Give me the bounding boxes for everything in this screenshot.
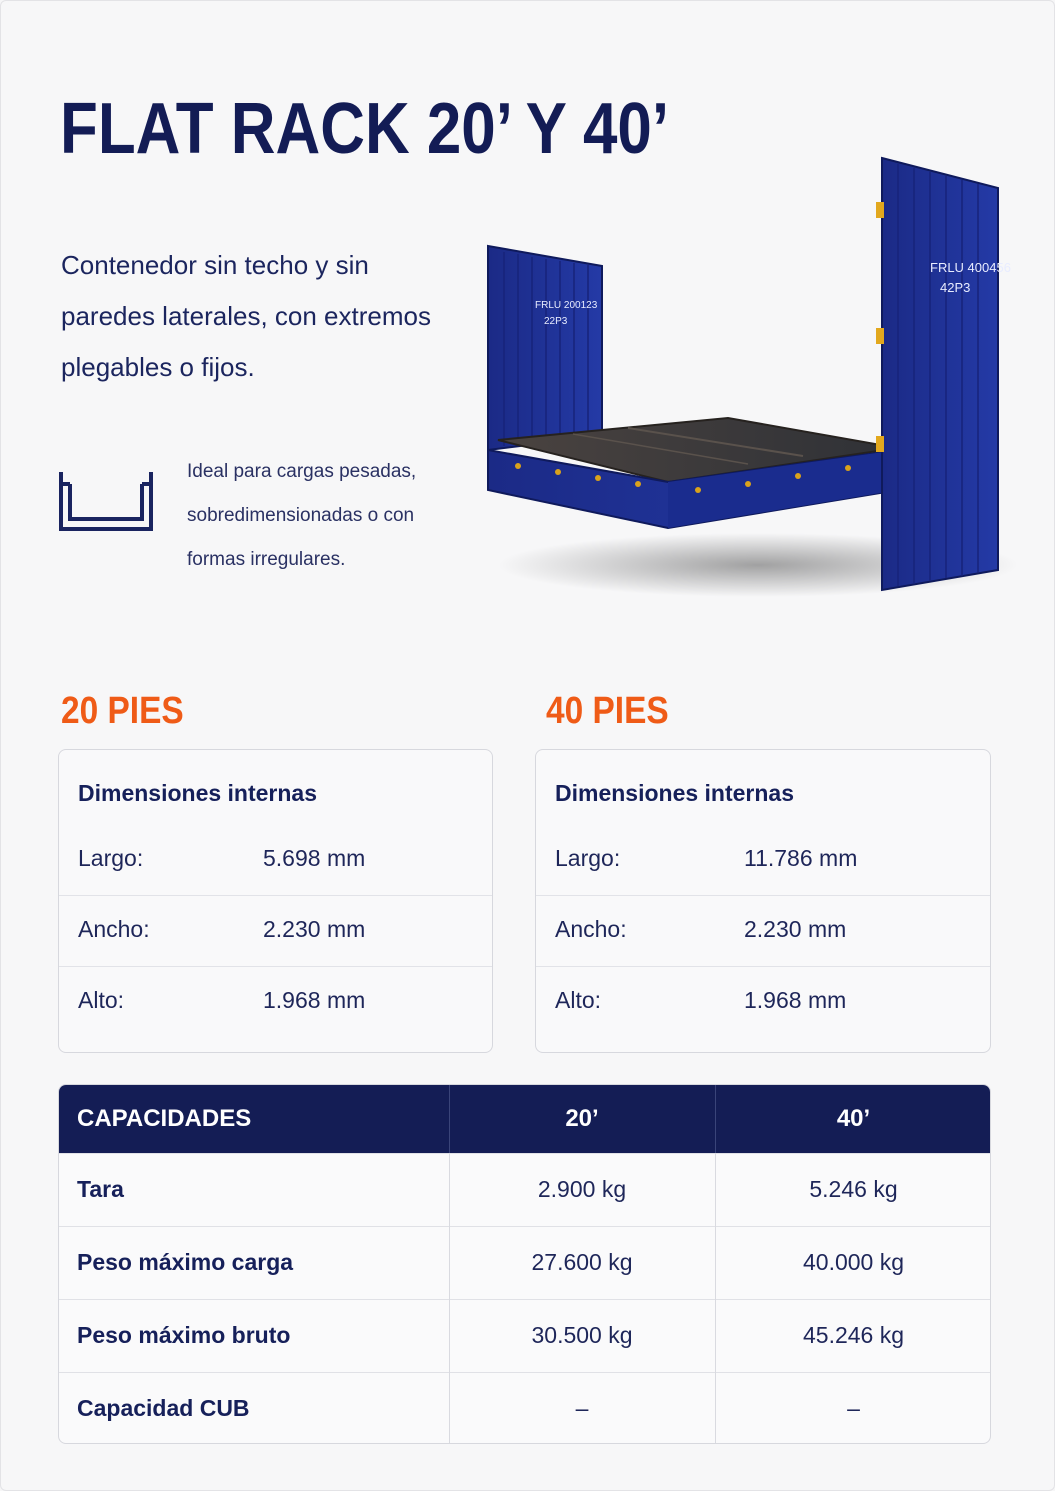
column-divider bbox=[715, 1085, 716, 1153]
dimension-value: 11.786 mm bbox=[744, 845, 858, 871]
value-20: – bbox=[575, 1395, 589, 1421]
dimension-row bbox=[59, 825, 492, 896]
feature-text: Ideal para cargas pesadas, sobredimensionadas o con formas irregulares. bbox=[187, 461, 417, 570]
header-20: 20’ bbox=[565, 1105, 599, 1132]
subtitle: Contenedor sin techo y sin paredes laterales, con extremos plegables o fijos. bbox=[61, 250, 431, 382]
header-capacidades: CAPACIDADES bbox=[77, 1105, 252, 1132]
value-20: 30.500 kg bbox=[531, 1322, 633, 1348]
dimension-row bbox=[536, 825, 990, 896]
dimension-label: Ancho: bbox=[78, 916, 150, 942]
dimension-value: 2.230 mm bbox=[263, 916, 366, 942]
dimension-row bbox=[536, 967, 990, 1038]
dimension-label: Ancho: bbox=[555, 916, 627, 942]
flat-rack-container-image bbox=[478, 150, 1018, 600]
dimension-value: 2.230 mm bbox=[744, 916, 847, 942]
value-40: 5.246 kg bbox=[809, 1176, 898, 1202]
row-name: Capacidad CUB bbox=[77, 1395, 250, 1421]
dimension-label: Alto: bbox=[78, 987, 125, 1013]
dimensions-card-40 bbox=[535, 749, 991, 1053]
right-end-marking-2: 42P3 bbox=[940, 280, 971, 295]
table-row bbox=[59, 1226, 991, 1299]
value-20: 2.900 kg bbox=[537, 1176, 627, 1202]
dimension-value: 5.698 mm bbox=[263, 845, 366, 871]
right-end-marking-1: FRLU 400456 bbox=[930, 260, 1011, 275]
table-header bbox=[59, 1085, 991, 1153]
page-title: FLAT RACK 20’ Y 40’ bbox=[60, 89, 670, 169]
card-title: Dimensiones internas bbox=[78, 780, 318, 806]
left-end-marking-2: 22P3 bbox=[544, 316, 568, 327]
dimension-label: Alto: bbox=[555, 987, 602, 1013]
table-row bbox=[59, 1299, 991, 1372]
value-40: 40.000 kg bbox=[802, 1249, 905, 1275]
dimensions-card-20 bbox=[58, 749, 493, 1053]
row-name: Peso máximo bruto bbox=[77, 1322, 291, 1348]
table-row bbox=[59, 1372, 991, 1444]
column-divider bbox=[715, 1153, 716, 1443]
dimension-value: 1.968 mm bbox=[744, 987, 847, 1013]
section-label-20: 20 PIES bbox=[61, 690, 184, 732]
value-40: – bbox=[847, 1395, 860, 1421]
table-row bbox=[59, 1153, 991, 1226]
dimension-label: Largo: bbox=[78, 845, 144, 871]
dimension-row bbox=[59, 896, 492, 967]
value-40: 45.246 kg bbox=[802, 1322, 905, 1348]
dimension-row bbox=[536, 896, 990, 967]
card-title: Dimensiones internas bbox=[555, 780, 795, 806]
flat-rack-outline-icon bbox=[58, 470, 154, 532]
value-20: 27.600 kg bbox=[531, 1249, 633, 1275]
section-label-40: 40 PIES bbox=[546, 690, 669, 732]
dimension-label: Largo: bbox=[555, 845, 621, 871]
column-divider bbox=[449, 1085, 450, 1153]
dimension-row bbox=[59, 967, 492, 1038]
left-end-marking-1: FRLU 200123 bbox=[535, 300, 598, 311]
column-divider bbox=[449, 1153, 450, 1443]
dimension-value: 1.968 mm bbox=[263, 987, 366, 1013]
header-40: 40’ bbox=[836, 1105, 871, 1132]
row-name: Peso máximo carga bbox=[77, 1249, 294, 1275]
row-name: Tara bbox=[77, 1176, 124, 1202]
capacities-table bbox=[58, 1084, 991, 1444]
